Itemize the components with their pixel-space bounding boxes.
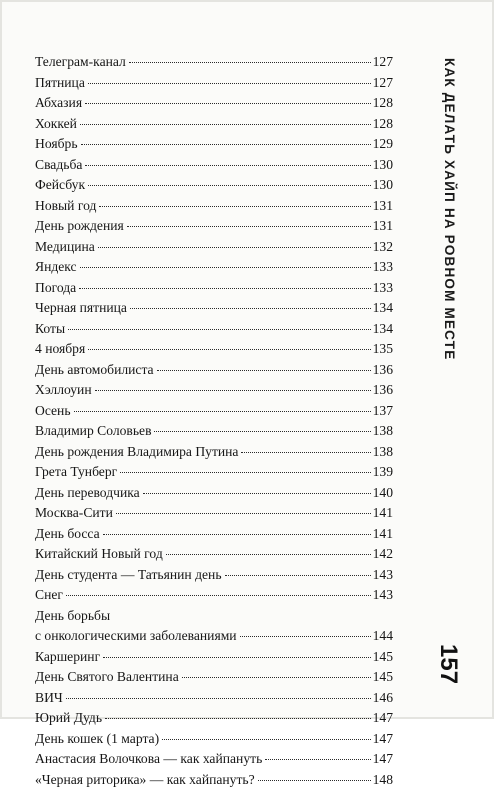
- toc-entry-title: Телеграм-канал: [35, 52, 126, 73]
- toc-entry-title: Москва-Сити: [35, 503, 113, 524]
- toc-entry-title: День кошек (1 марта): [35, 729, 159, 750]
- dot-leader: [85, 165, 370, 166]
- toc-entry-page: 136: [373, 360, 393, 381]
- toc-entry: [35, 298, 393, 319]
- toc-entry-title: Ноябрь: [35, 134, 78, 155]
- toc-entry: [35, 647, 393, 668]
- dot-leader: [182, 677, 371, 678]
- toc-entry-title: День переводчика: [35, 483, 140, 504]
- dot-leader: [68, 329, 371, 330]
- toc-entry-title: Новый год: [35, 196, 96, 217]
- toc-entry-title-line1: День борьбы: [35, 606, 110, 627]
- toc-entry-page: 148: [373, 770, 393, 790]
- toc-entry-page: 138: [373, 442, 393, 463]
- toc-entry: [35, 52, 393, 73]
- toc-entry-page: 130: [373, 175, 393, 196]
- toc-entry-page: 128: [373, 114, 393, 135]
- toc-entry-page: 131: [373, 216, 393, 237]
- toc-entry-title: Каршеринг: [35, 647, 100, 668]
- toc-entry-page: 130: [373, 155, 393, 176]
- toc-entry-page: 135: [373, 339, 393, 360]
- dot-leader: [88, 185, 371, 186]
- toc-entry-page: 139: [373, 462, 393, 483]
- dot-leader: [66, 595, 371, 596]
- dot-leader: [120, 472, 370, 473]
- dot-leader: [129, 62, 371, 63]
- toc-entry: [35, 401, 393, 422]
- toc-entry: [35, 339, 393, 360]
- toc-entry: [35, 257, 393, 278]
- toc-entry-page: 137: [373, 401, 393, 422]
- toc-entry: [35, 196, 393, 217]
- toc-entry-title: Анастасия Волочкова — как хайпануть: [35, 749, 262, 770]
- toc-entry-title: День студента — Татьянин день: [35, 565, 222, 586]
- toc-entry-page: 128: [373, 93, 393, 114]
- toc-entry-title: Грета Тунберг: [35, 462, 117, 483]
- toc-entry-page: 131: [373, 196, 393, 217]
- toc-entry: [35, 708, 393, 729]
- dot-leader: [240, 636, 371, 637]
- dot-leader: [258, 780, 371, 781]
- toc-entry: [35, 585, 393, 606]
- toc-entry: [35, 360, 393, 381]
- toc-entry-title: Владимир Соловьев: [35, 421, 151, 442]
- dot-leader: [80, 267, 371, 268]
- toc-entry: [35, 524, 393, 545]
- toc-entry-page: 127: [373, 73, 393, 94]
- toc-entry-title: Медицина: [35, 237, 95, 258]
- toc-entry-title: Пятница: [35, 73, 85, 94]
- toc-entry-title: Фейсбук: [35, 175, 85, 196]
- dot-leader: [95, 390, 371, 391]
- dot-leader: [103, 534, 371, 535]
- toc-entry: [35, 462, 393, 483]
- dot-leader: [166, 554, 371, 555]
- toc-entry: [35, 155, 393, 176]
- toc-entry: [35, 503, 393, 524]
- toc-entry: [35, 442, 393, 463]
- running-header-text: КАК ДЕЛАТЬ ХАЙП НА РОВНОМ МЕСТЕ: [442, 58, 457, 360]
- dot-leader: [80, 124, 371, 125]
- running-header: [442, 58, 460, 358]
- dot-leader: [88, 349, 370, 350]
- toc-entry-title: День босса: [35, 524, 100, 545]
- dot-leader: [103, 657, 370, 658]
- toc-entry: [35, 606, 393, 647]
- toc-entry-title: День автомобилиста: [35, 360, 154, 381]
- toc-entry-title: с онкологическими заболеваниями: [35, 626, 237, 647]
- toc-entry-page: 134: [373, 298, 393, 319]
- dot-leader: [81, 144, 371, 145]
- dot-leader: [66, 698, 371, 699]
- toc-entry: [35, 319, 393, 340]
- toc-entry-title: Коты: [35, 319, 65, 340]
- toc-entry: [35, 688, 393, 709]
- toc-entry: [35, 216, 393, 237]
- dot-leader: [98, 247, 371, 248]
- toc-entry-title: Хэллоуин: [35, 380, 92, 401]
- toc-entry-title: Китайский Новый год: [35, 544, 163, 565]
- toc-entry-title: Юрий Дудь: [35, 708, 102, 729]
- toc-entry: [35, 380, 393, 401]
- toc-entry-page: 142: [373, 544, 393, 565]
- dot-leader: [85, 103, 371, 104]
- toc-entry-title: Черная пятница: [35, 298, 127, 319]
- dot-leader: [127, 226, 371, 227]
- dot-leader: [79, 288, 370, 289]
- toc-entry-title: ВИЧ: [35, 688, 63, 709]
- page-number: [432, 644, 466, 688]
- toc-entry: [35, 667, 393, 688]
- toc-entry: [35, 278, 393, 299]
- page-number-text: 157: [434, 644, 462, 684]
- toc-entry-title: Свадьба: [35, 155, 82, 176]
- toc-entry-page: 140: [373, 483, 393, 504]
- toc-entry: [35, 73, 393, 94]
- toc-entry: [35, 544, 393, 565]
- toc-entry-title: Хоккей: [35, 114, 77, 135]
- toc-entry-page: 129: [373, 134, 393, 155]
- toc-entry-title: День рождения Владимира Путина: [35, 442, 238, 463]
- dot-leader: [116, 513, 371, 514]
- toc-entry-title: Яндекс: [35, 257, 77, 278]
- dot-leader: [157, 370, 371, 371]
- toc-entry-title: Снег: [35, 585, 63, 606]
- toc-entry-page: 138: [373, 421, 393, 442]
- toc-entry: [35, 175, 393, 196]
- toc-entry-page: 132: [373, 237, 393, 258]
- toc-entry: [35, 729, 393, 750]
- table-of-contents: [35, 52, 393, 790]
- toc-entry: [35, 134, 393, 155]
- toc-entry: [35, 421, 393, 442]
- toc-entry-page: 145: [373, 647, 393, 668]
- dot-leader: [74, 411, 371, 412]
- toc-entry-page: 133: [373, 257, 393, 278]
- toc-entry-page: 127: [373, 52, 393, 73]
- toc-entry: [35, 770, 393, 790]
- toc-entry: [35, 93, 393, 114]
- dot-leader: [130, 308, 371, 309]
- toc-entry-page: 141: [373, 503, 393, 524]
- toc-entry-page: 136: [373, 380, 393, 401]
- dot-leader: [241, 452, 370, 453]
- toc-entry-page: 133: [373, 278, 393, 299]
- dot-leader: [225, 575, 371, 576]
- toc-entry-page: 147: [373, 749, 393, 770]
- toc-entry-title: День рождения: [35, 216, 124, 237]
- toc-entry-title: 4 ноября: [35, 339, 85, 360]
- toc-entry-page: 147: [373, 708, 393, 729]
- toc-entry-page: 143: [373, 585, 393, 606]
- toc-entry-page: 134: [373, 319, 393, 340]
- toc-entry-title: День Святого Валентина: [35, 667, 179, 688]
- toc-entry: [35, 237, 393, 258]
- toc-entry: [35, 483, 393, 504]
- toc-entry-page: 143: [373, 565, 393, 586]
- dot-leader: [265, 759, 370, 760]
- toc-entry-page: 144: [373, 626, 393, 647]
- toc-entry-page: 147: [373, 729, 393, 750]
- toc-entry-title: Абхазия: [35, 93, 82, 114]
- dot-leader: [143, 493, 371, 494]
- toc-entry-title: Осень: [35, 401, 71, 422]
- toc-entry: [35, 565, 393, 586]
- dot-leader: [154, 431, 370, 432]
- toc-entry-title: Погода: [35, 278, 76, 299]
- toc-entry-page: 145: [373, 667, 393, 688]
- toc-entry: [35, 114, 393, 135]
- dot-leader: [99, 206, 370, 207]
- toc-entry-page: 146: [373, 688, 393, 709]
- dot-leader: [162, 739, 371, 740]
- toc-entry: [35, 749, 393, 770]
- dot-leader: [88, 83, 371, 84]
- toc-entry-title: «Черная риторика» — как хайпануть?: [35, 770, 255, 790]
- toc-entry-page: 141: [373, 524, 393, 545]
